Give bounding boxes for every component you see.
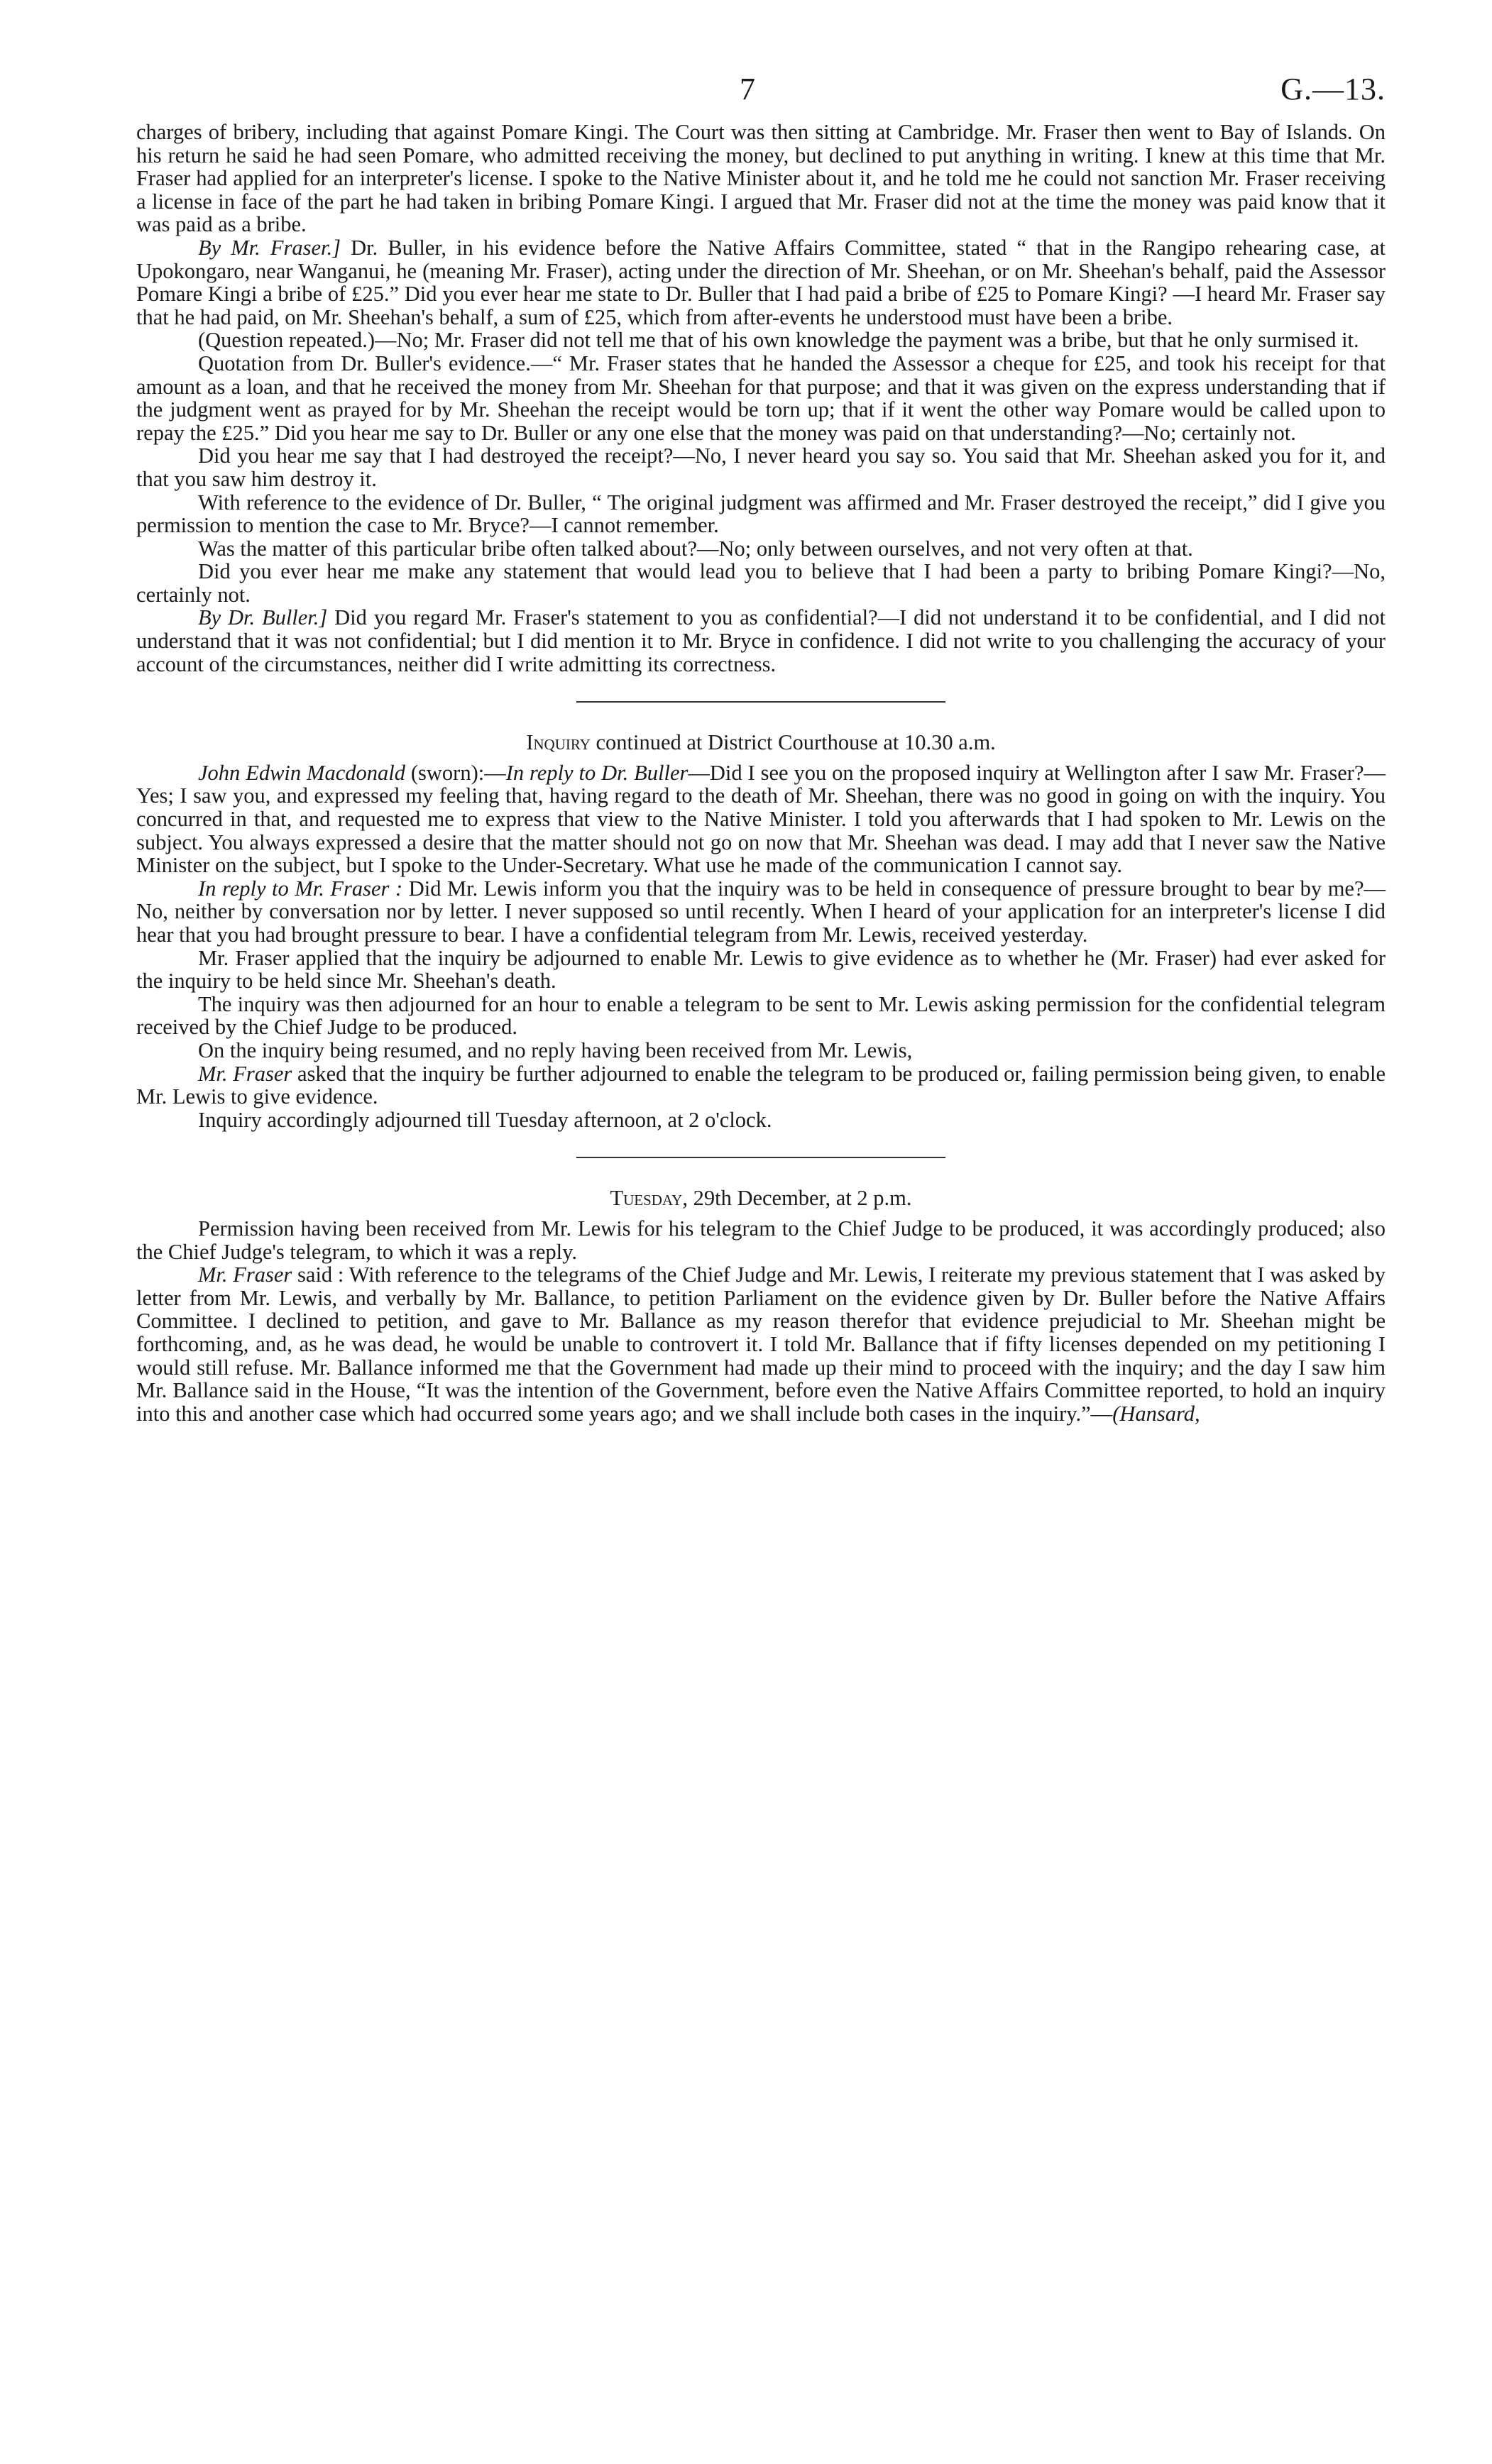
paragraph: With reference to the evidence of Dr. Buller, “ The original judgment was affirmed and Mr. Fraser destroyed the receipt,” did I give you permission to mention the case to Mr. Bryce?—I cannot remember. (136, 490, 1386, 538)
paragraph: Did you hear me say that I had destroyed the receipt?—No, I never heard you say so. You said that Mr. Sheehan asked you for it, and that you saw him destroy it. (136, 444, 1386, 491)
section-inquiry-continued (136, 731, 1386, 1131)
paragraph: Mr. Fraser applied that the inquiry be adjourned to enable Mr. Lewis to give evidence as to whether he (Mr. Fraser) had ever asked for the inquiry to be held since Mr. Sheehan's death. (136, 945, 1386, 994)
section-divider (576, 1157, 945, 1158)
paragraph: John Edwin Macdonald (sworn):—In reply to Dr. Buller—Did I see you on the proposed inquiry at Wellington after I saw Mr. Fraser?—Yes; I saw you, and expressed my feeling that, having regard to the death of Mr. Sheehan, there was no good in going on with the inquiry. You concurred in that, and requested me to express that view to the Native Minister. I told you afterwards that I had spoken to Mr. Lewis on the subject. You always expressed a desire that the matter should not go on now that Mr. Sheehan was dead. I may add that I never saw the Native Minister on the subject, but I spoke to the Under-Secretary. What use he made of the communication I cannot say. (136, 760, 1386, 878)
page-number: 7 (740, 72, 755, 106)
paragraph: By Dr. Buller.] Did you regard Mr. Fraser's statement to you as confidential?—I did not understand it to be confidential, and I did not understand that it was not confidential; but I did mention it to Mr. Bryce in confidence. I did not write to you challenging the accuracy of your account of the circumstances, neither did I write admitting its correctness. (136, 605, 1386, 676)
paragraph: On the inquiry being resumed, and no reply having been received from Mr. Lewis, (198, 1038, 913, 1062)
section-heading: Tuesday, 29th December, at 2 p.m. (610, 1186, 912, 1211)
paragraph: Quotation from Dr. Buller's evidence.—“ Mr. Fraser states that he handed the Assessor a cheque for £25, and took his receipt for that amount as a loan, and that he received the money from Mr. Sheehan for that purpose; and that it was given on the express understanding that if the judgment went as prayed for by Mr. Sheehan the receipt would be torn up; that if it went the other way Pomare would be called upon to repay the £25.” Did you hear me say to Dr. Buller or any one else that the money was paid on that understanding?—No; certainly not. (136, 351, 1386, 445)
section-tuesday (136, 1187, 1386, 1425)
paragraph: (Question repeated.)—No; Mr. Fraser did not tell me that of his own knowledge the payment was a bribe, but that he only surmised it. (198, 328, 1359, 353)
paragraph: Was the matter of this particular bribe often talked about?—No; only between ourselves, and not very often at that. (198, 536, 1193, 561)
paragraph: charges of bribery, including that against Pomare Kingi. The Court was then sitting at Cambridge. Mr. Fraser then went to Bay of Islands. On his return he said he had seen Pomare, who admitted receiving the money, but declined to put anything in writing. I knew at this time that Mr. Fraser had applied for an interpreter's license. I spoke to the Native Minister about it, and he told me he could not sanction Mr. Fraser receiving a license in face of the part he had taken in bribing Pomare Kingi. I argued that Mr. Fraser did not at the time the money was paid know that it was paid as a bribe. (136, 120, 1386, 237)
paragraph: By Mr. Fraser.] Dr. Buller, in his evidence before the Native Affairs Committee, stated “ that in the Rangipo rehearing case, at Upokongaro, near Wanganui, he (meaning Mr. Fraser), acting under the direction of Mr. Sheehan, or on Mr. Sheehan's behalf, paid the Assessor Pomare Kingi a bribe of £25.” Did you ever hear me state to Dr. Buller that I had paid a bribe of £25 to Pomare Kingi? —I heard Mr. Fraser say that he had paid, on Mr. Sheehan's behalf, a sum of £25, which from after-events he understood must have been a bribe. (136, 235, 1386, 329)
series-number: G.—13. (1280, 72, 1386, 106)
examiner-lead: By Dr. Buller.] (198, 605, 328, 630)
paragraph: Mr. Fraser asked that the inquiry be further adjourned to enable the telegram to be produced or, failing permission being given, to enable Mr. Lewis to give evidence. (136, 1061, 1386, 1109)
paragraph: Did you ever hear me make any statement that would lead you to believe that I had been a party to bribing Pomare Kingi?—No, certainly not. (136, 559, 1386, 607)
examiner-lead: By Mr. Fraser.] (198, 235, 341, 260)
witness-name: John Edwin Macdonald (198, 760, 405, 785)
page-header (136, 71, 1386, 121)
paragraph: Mr. Fraser said : With reference to the telegrams of the Chief Judge and Mr. Lewis, I reiterate my previous statement that I was asked by letter from Mr. Lewis, and verbally by Mr. Ballance, to petition Parliament on the evidence given by Dr. Buller before the Native Affairs Committee. I declined to petition, and gave to Mr. Ballance as my reason therefor that evidence prejudicial to Mr. Sheehan might be forthcoming, and, as he was dead, he would be unable to controvert it. I told Mr. Ballance that if fifty licenses depended on my petitioning I would still refuse. Mr. Ballance informed me that the Government had made up their mind to proceed with the inquiry; and the day I saw him Mr. Ballance said in the House, “It was the intention of the Government, before even the Native Affairs Committee reported, to hold an inquiry into this and another case which had occurred some years ago; and we shall include both cases in the inquiry.”—(Hansard, (136, 1263, 1386, 1426)
section-evidence (136, 121, 1386, 676)
paragraph: In reply to Mr. Fraser : Did Mr. Lewis inform you that the inquiry was to be held in consequence of pressure brought to bear by me?—No, neither by conversation nor by letter. I never supposed so until recently. When I heard of your application for an interpreter's license I did hear that you had brought pressure to bear. I have a confidential telegram from Mr. Lewis, received yesterday. (136, 876, 1386, 947)
paragraph: The inquiry was then adjourned for an hour to enable a telegram to be sent to Mr. Lewis asking permission for the confidential telegram received by the Chief Judge to be produced. (136, 991, 1386, 1040)
section-heading: Inquiry continued at District Courthouse at 10.30 a.m. (526, 730, 996, 755)
section-divider (576, 701, 945, 703)
paragraph: Permission having been received from Mr. Lewis for his telegram to the Chief Judge to be produced, it was accordingly produced; also the Chief Judge's telegram, to which it was a reply. (136, 1216, 1386, 1264)
paragraph: Inquiry accordingly adjourned till Tuesday afternoon, at 2 o'clock. (198, 1107, 772, 1132)
